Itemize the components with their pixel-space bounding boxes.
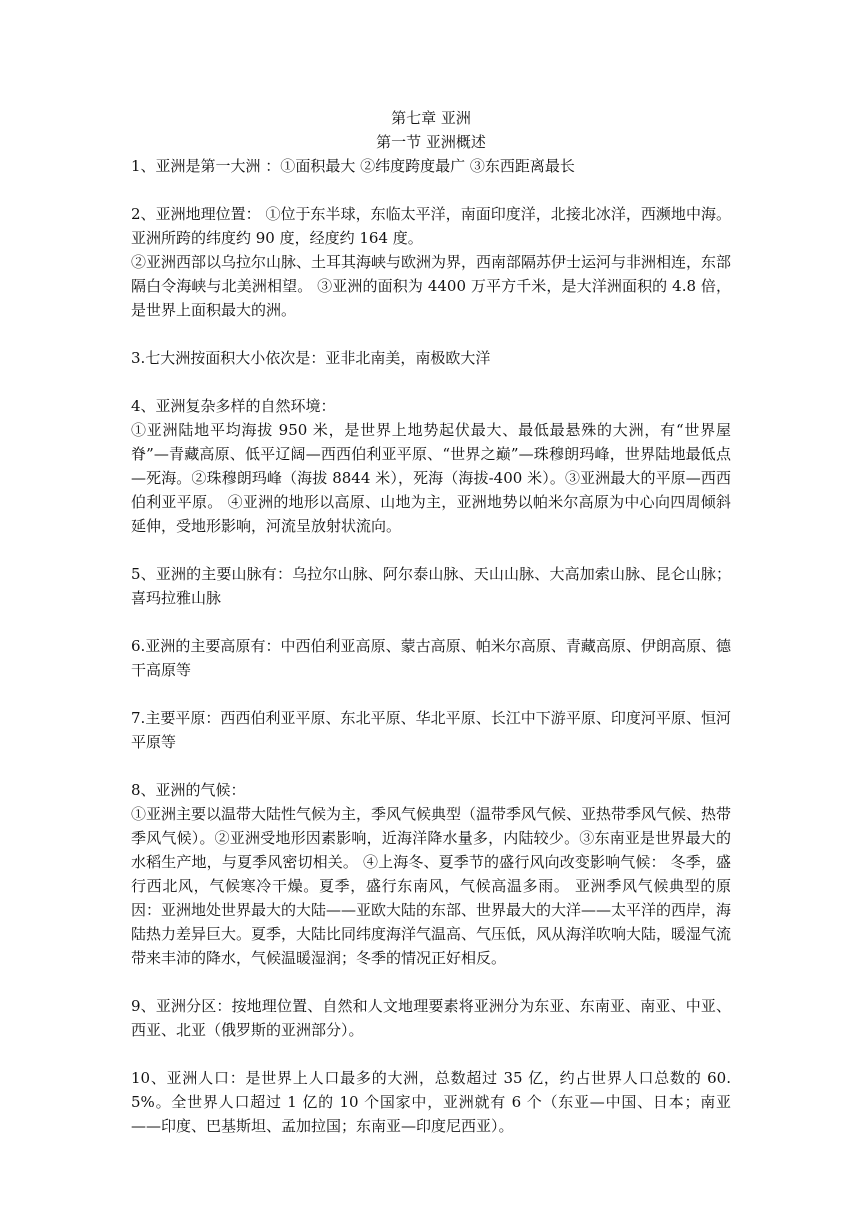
paragraph-7: 7.主要平原：西西伯利亚平原、东北平原、华北平原、长江中下游平原、印度河平原、恒河平原等 bbox=[131, 709, 731, 751]
chapter-title: 第七章 亚洲 bbox=[391, 109, 471, 127]
paragraph-spacer bbox=[131, 538, 731, 562]
paragraph-spacer bbox=[131, 178, 731, 202]
paragraph-3: 3.七大洲按面积大小依次是：亚非北南美，南极欧大洋 bbox=[131, 349, 491, 367]
paragraph-spacer bbox=[131, 1042, 731, 1066]
document-body bbox=[131, 106, 731, 1138]
paragraph-8-body: ①亚洲主要以温带大陆性气候为主，季风气候典型（温带季风气候、亚热带季风气候、热带季风气候）。②亚洲受地形因素影响，近海洋降水量多，内陆较少。③东南亚是世界最大的水稻生产地，与夏季风密切相关。 ④上海冬、夏季节的盛行风向改变影响气候： 冬季，盛行西北风，气候寒冷干燥。夏季，盛行东南风，气候高温多雨。 亚洲季风气候典型的原因：亚洲地处世界最大的大陆——亚欧大陆的东部、世界最大的大洋——太平洋的西岸，海陆热力差异巨大。夏季，大陆比同纬度海洋气温高、气压低，风从海洋吹响大陆，暖湿气流带来丰沛的降水，气候温暖湿润；冬季的情况正好相反。 bbox=[131, 805, 732, 967]
paragraph-2-continued: ②亚洲西部以乌拉尔山脉、土耳其海峡与欧洲为界，西南部隔苏伊士运河与非洲相连，东部隔白令海峡与北美洲相望。 ③亚洲的面积为 4400 万平方千米，是大洋洲面积的 4.8 倍，是世界上面积最大的洲。 bbox=[131, 253, 732, 319]
paragraph-spacer bbox=[131, 754, 731, 778]
paragraph-spacer bbox=[131, 682, 731, 706]
paragraph-5: 5、亚洲的主要山脉有：乌拉尔山脉、阿尔泰山脉、天山山脉、大高加索山脉、昆仑山脉；喜玛拉雅山脉 bbox=[131, 565, 731, 607]
paragraph-spacer bbox=[131, 970, 731, 994]
paragraph-4-heading: 4、亚洲复杂多样的自然环境： bbox=[131, 397, 336, 415]
paragraph-2: 2、亚洲地理位置： ①位于东半球，东临太平洋，南面印度洋，北接北冰洋，西濒地中海。亚洲所跨的纬度约 90 度，经度约 164 度。 bbox=[131, 205, 731, 247]
paragraph-spacer bbox=[131, 322, 731, 346]
paragraph-10: 10、亚洲人口：是世界上人口最多的大洲，总数超过 35 亿，约占世界人口总数的 60.5%。全世界人口超过 1 亿的 10 个国家中，亚洲就有 6 个（东亚—中国、日本；南亚——印度、巴基斯坦、孟加拉国；东南亚—印度尼西亚）。 bbox=[131, 1069, 731, 1135]
paragraph-spacer bbox=[131, 370, 731, 394]
paragraph-4-body: ①亚洲陆地平均海拔 950 米，是世界上地势起伏最大、最低最悬殊的大洲，有“世界屋脊”—青藏高原、低平辽阔—西西伯利亚平原、“世界之巅”—珠穆朗玛峰，世界陆地最低点—死海。②珠穆朗玛峰（海拔 8844 米），死海（海拔-400 米）。③亚洲最大的平原—西西伯利亚平原。 ④亚洲的地形以高原、山地为主，亚洲地势以帕米尔高原为中心向四周倾斜延伸，受地形影响，河流呈放射状流向。 bbox=[131, 421, 731, 535]
paragraph-9: 9、亚洲分区：按地理位置、自然和人文地理要素将亚洲分为东亚、东南亚、南亚、中亚、西亚、北亚（俄罗斯的亚洲部分）。 bbox=[131, 997, 731, 1039]
section-title: 第一节 亚洲概述 bbox=[376, 133, 486, 151]
paragraph-spacer bbox=[131, 610, 731, 634]
paragraph-6: 6.亚洲的主要高原有：中西伯利亚高原、蒙古高原、帕米尔高原、青藏高原、伊朗高原、德干高原等 bbox=[131, 637, 731, 679]
paragraph-1: 1、亚洲是第一大洲 ：①面积最大 ②纬度跨度最广 ③东西距离最长 bbox=[131, 157, 575, 175]
paragraph-8-heading: 8、亚洲的气候： bbox=[131, 781, 246, 799]
